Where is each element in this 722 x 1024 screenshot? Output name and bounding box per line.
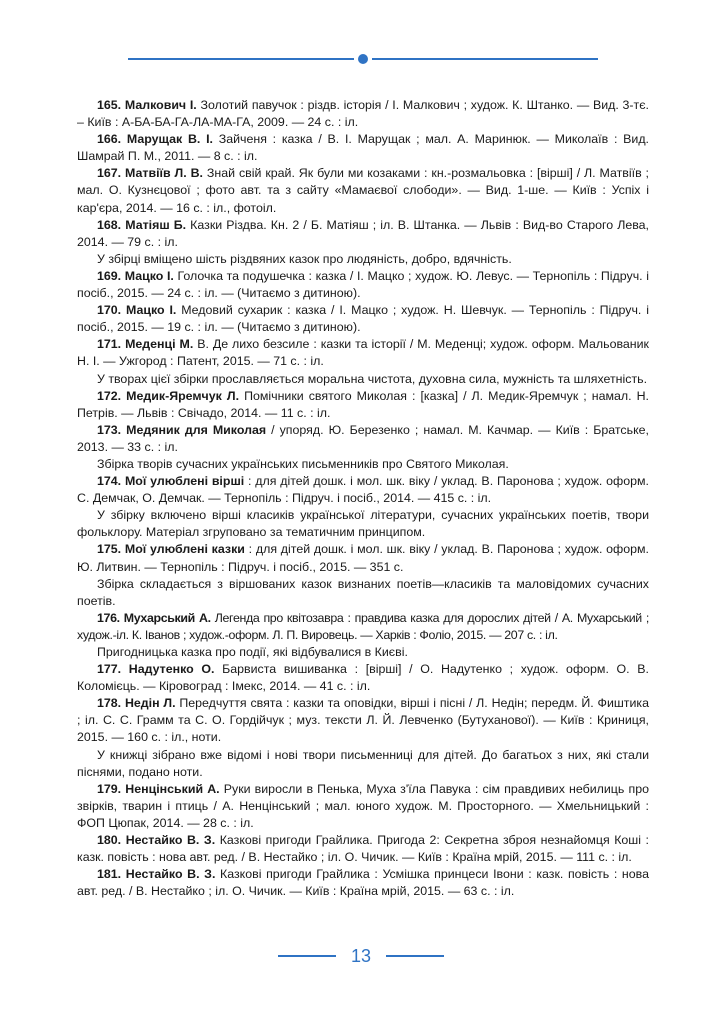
entry-author: Марущак В. І. xyxy=(126,132,213,147)
entry-number: 178. xyxy=(97,696,122,711)
entry-author: Нестайко В. З. xyxy=(125,833,216,848)
bibliography-entry-177 xyxy=(77,661,649,695)
entry-author: Медяник для Миколая xyxy=(126,422,267,437)
entry-author: Медик-Яремчук Л. xyxy=(126,388,240,403)
bibliography-entry-180 xyxy=(77,832,649,866)
entry-annotation-175: Збірка складається з віршованих казок визнаних поетів—класиків та маловідомих сучасних поетів. xyxy=(77,576,649,608)
entry-number: 175. xyxy=(97,542,122,557)
entry-text: Медовий сухарик : казка / І. Мацко ; худож. Н. Шевчук. — Тернопіль : Підруч. і посіб., 2015. — 19 с. : іл. — (Читаємо з дитиною). xyxy=(77,303,649,335)
entry-number: 167. xyxy=(97,166,122,181)
bibliography-list xyxy=(77,97,649,900)
entry-number: 181. xyxy=(97,867,122,882)
entry-text: Легенда про квітозавра : правдива казка для дорослих дітей / А. Мухарський ; худож.-іл. К. Іванов ; худож.-оформ. Л. П. Вировець. — Харків : Фоліо, 2015. — 207 с. : іл. xyxy=(77,610,649,642)
bibliography-entry-166 xyxy=(77,131,649,165)
bibliography-entry-170 xyxy=(77,302,649,336)
entry-annotation-176: Пригодницька казка про події, які відбувалися в Києві. xyxy=(97,645,408,659)
entry-author: Ненцінський А. xyxy=(125,781,220,796)
header-rule-left xyxy=(128,58,354,60)
bibliography-entry-174 xyxy=(77,473,649,507)
entry-author: Мацко І. xyxy=(124,268,174,283)
bibliography-entry-168 xyxy=(77,217,649,251)
bibliography-entry-178 xyxy=(77,695,649,746)
entry-author: Мої улюблені казки xyxy=(124,542,245,557)
entry-author: Матвіїв Л. В. xyxy=(125,166,203,181)
entry-text: Золотий павучок : різдв. історія / І. Малкович ; худож. К. Штанко. — Вид. 3-тє. – Київ : А-БА-БА-ГА-ЛА-МА-ГА, 2009. — 24 с. : іл. xyxy=(77,98,649,130)
entry-number: 166. xyxy=(97,132,122,147)
entry-text: : для дітей дошк. і мол. шк. віку / уклад. В. Паронова ; худож. оформ. С. Демчак, О. Демчак. — Тернопіль : Підруч. і посіб., 2014. — 415 с. : іл. xyxy=(77,474,649,506)
bibliography-entry-175 xyxy=(77,541,649,575)
footer-rule-left xyxy=(278,955,336,957)
entry-text: Казки Різдва. Кн. 2 / Б. Матіяш ; іл. В. Штанка. — Львів : Вид-во Старого Лева, 2014. — 79 с. : іл. xyxy=(77,217,649,249)
footer-rule-right xyxy=(386,955,444,957)
bibliography-entry-179 xyxy=(77,781,649,832)
entry-number: 179. xyxy=(97,781,122,796)
entry-text: В. Де лихо безсиле : казки та історії / М. Меденці; худож. оформ. Мальованик Н. І. — Ужгород : Патент, 2015. — 71 с. : іл. xyxy=(77,337,649,369)
entry-author: Надутенко О. xyxy=(128,662,215,677)
entry-text: Руки виросли в Пенька, Муха з'їла Павука : сім правдивих небилиць про звірків, тварин і птиць / А. Ненцінський ; мал. юного худож. М. Просторного. — Хмельницький : ФОП Цюпак, 2014. — 28 с. : іл. xyxy=(77,781,649,830)
bibliography-entry-167 xyxy=(77,165,649,216)
entry-text: Барвиста вишиванка : [вірші] / О. Надутенко ; худож. оформ. О. В. Коломієць. — Кіровоград : Імекс, 2014. — 41 с. : іл. xyxy=(77,662,649,694)
entry-author: Мої улюблені вірші xyxy=(124,474,245,489)
entry-annotation-174: У збірку включено вірші класиків української літератури, сучасних українських поетів, твори фольклору. Матеріал згруповано за тематичним принципом. xyxy=(77,508,649,540)
entry-number: 172. xyxy=(97,388,122,403)
entry-number: 177. xyxy=(97,662,122,677)
entry-number: 176. xyxy=(97,610,120,625)
entry-number: 180. xyxy=(97,833,122,848)
entry-annotation-168: У збірці вміщено шість різдвяних казок про людяність, добро, вдячність. xyxy=(97,251,512,266)
entry-number: 174. xyxy=(97,474,122,489)
entry-text: Знай свій край. Як були ми козаками : кн.-розмальовка : [вірші] / Л. Матвіїв ; мал. О. Кузнєцової ; фото авт. та з сайту «Мамаєвої слободи». — Вид. 1-ше. — Київ : Успіх і кар'єра, 2014. — 16 с. : іл., фотоіл. xyxy=(77,166,650,215)
entry-text: : для дітей дошк. і мол. шк. віку / уклад. В. Паронова ; худож. оформ. Ю. Литвин. — Тернопіль : Підруч. і посіб., 2015. — 351 с. xyxy=(77,542,649,574)
entry-author: Нестайко В. З. xyxy=(125,867,216,882)
page-footer xyxy=(278,945,444,967)
bibliography-entry-169 xyxy=(77,268,649,302)
entry-text: / упоряд. Ю. Березенко ; намал. М. Качмар. — Київ : Братське, 2013. — 33 с. : іл. xyxy=(77,422,649,454)
entry-number: 170. xyxy=(97,303,122,318)
bibliography-entry-173 xyxy=(77,422,649,456)
entry-author: Матіяш Б. xyxy=(125,217,187,232)
bibliography-entry-181 xyxy=(77,866,649,900)
entry-text: Казкові пригоди Грайлика : Усмішка принцеси Івони : казк. повість : нова авт. ред. / В. Нестайко ; іл. О. Чичик. — Київ : Країна мрій, 2015. — 63 с. : іл. xyxy=(77,867,649,899)
entry-number: 168. xyxy=(97,217,122,232)
entry-text: Голочка та подушечка : казка / І. Мацко ; худож. Ю. Левус. — Тернопіль : Підруч. і посіб., 2015. — 24 с. : іл. — (Читаємо з дитиною). xyxy=(77,268,649,301)
entry-annotation-173: Збірка творів сучасних українських письменників про Святого Миколая. xyxy=(97,456,509,471)
bibliography-entry-165 xyxy=(77,97,649,131)
header-rule-right xyxy=(372,58,598,60)
entry-number: 169. xyxy=(97,268,122,283)
entry-annotation-178: У книжці зібрано вже відомі і нові твори письменниці для дітей. До багатьох з них, які стали піснями, подано ноти. xyxy=(77,747,649,779)
entry-author: Малкович І. xyxy=(124,98,197,112)
header-ornament xyxy=(128,52,598,66)
entry-number: 165. xyxy=(97,98,122,112)
entry-annotation-171: У творах цієї збірки прославляється моральна чистота, духовна сила, мужність та шляхетність. xyxy=(97,371,648,386)
entry-author: Мацко І. xyxy=(126,303,177,318)
entry-text: Передчуття свята : казки та оповідки, вірші і пісні / Л. Недін; передм. Й. Фиштика ; іл. С. С. Грамм та С. О. Гордійчук ; муз. тексти Л. Й. Левченко (Бутуханової). — Київ : Криниця, 2015. — 160 с. : іл., ноти. xyxy=(77,696,649,745)
entry-text: Помічники святого Миколая : [казка] / Л. Медик-Яремчук ; намал. Н. Петрів. — Львів : Свічадо, 2014. — 11 с. : іл. xyxy=(77,388,650,420)
entry-text: Зайченя : казка / В. І. Марущак ; мал. А. Маринюк. — Миколаїв : Вид. Шамрай П. М., 2011. — 8 с. : іл. xyxy=(77,132,649,164)
bibliography-entry-172 xyxy=(77,388,649,422)
entry-number: 171. xyxy=(97,337,122,352)
bibliography-entry-171 xyxy=(77,336,649,370)
entry-text: Казкові пригоди Грайлика. Пригода 2: Секретна зброя незнайомця Коші : казк. повість : нова авт. ред. / В. Нестайко ; іл. О. Чичик. — Київ : Країна мрій, 2015. — 111 с. : іл. xyxy=(77,833,649,865)
entry-author: Меденці М. xyxy=(125,337,194,352)
entry-author: Недін Л. xyxy=(124,696,176,711)
bibliography-entry-176 xyxy=(77,610,649,644)
entry-author: Мухарський А. xyxy=(123,610,211,625)
header-dot-icon xyxy=(358,54,368,64)
page-number: 13 xyxy=(350,946,372,966)
entry-number: 173. xyxy=(97,422,122,437)
